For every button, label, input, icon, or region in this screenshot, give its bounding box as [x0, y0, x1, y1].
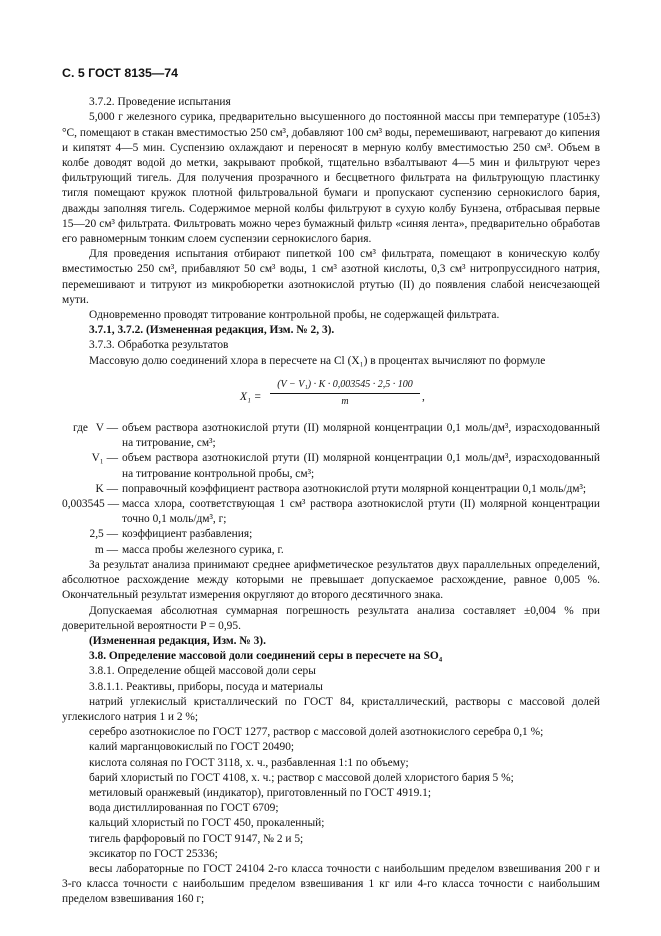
def-sym-dilution: 2,5 — [89, 528, 118, 541]
formula-tail: , [422, 390, 425, 403]
material-item: эксикатор по ГОСТ 25336; [89, 847, 218, 860]
page-header: С. 5 ГОСТ 8135—74 [62, 66, 179, 80]
paragraph-result: За результат анализа принимают среднее арифметическое результатов двух параллельных определений, абсолютное расхождение между которыми не превышает допускаемое расхождение, равное 0,005 %. Окончательный результат измерения округляют до второго десятичного знака. [62, 558, 600, 602]
document-page [62, 66, 600, 908]
amendment-note-2: (Измененная редакция, Изм. № 3). [89, 634, 266, 647]
section-3-8-1-1-heading: 3.8.1.1. Реактивы, приборы, посуда и материалы [89, 680, 323, 693]
def-text-v1: объем раствора азотнокислой ртути (II) молярной концентрации 0,1 моль/дм³, израсходованный на титрование контрольной пробы, см³; [122, 452, 600, 480]
material-item: барий хлористый по ГОСТ 4108, х. ч.; раствор с массовой долей хлористого бария 5 %; [89, 771, 514, 784]
paragraph-titration: Для проведения испытания отбирают пипеткой 100 см³ фильтрата, помещают в коническую колбу вместимостью 250 см³, прибавляют 50 см³ воды, 1 см³ азотной кислоты, 0,3 см³ нитропруссидного натрия, перемешивают и титруют из микробюретки азотнокислой ртутью (II) до появления слабой неисчезающей мути. [62, 248, 600, 306]
definitions-lead: где [73, 421, 88, 434]
material-item: серебро азотнокислое по ГОСТ 1277, раствор с массовой долей азотнокислого серебра 0,1 %; [89, 726, 544, 739]
definition-list-items [62, 421, 600, 558]
materials-list [62, 695, 600, 908]
material-item: калий марганцовокислый по ГОСТ 20490; [89, 741, 295, 754]
material-item: метиловый оранжевый (индикатор), приготовленный по ГОСТ 4919.1; [89, 786, 431, 799]
material-item: тигель фарфоровый по ГОСТ 9147, № 2 и 5; [89, 832, 304, 845]
paragraph-control: Одновременно проводят титрование контрольной пробы, не содержащей фильтрата. [89, 309, 500, 322]
amendment-note-1: 3.7.1, 3.7.2. (Измененная редакция, Изм. № 2, 3). [89, 324, 335, 337]
material-item: кальций хлористый по ГОСТ 450, прокаленный; [89, 817, 325, 830]
def-sym-k: K — [95, 482, 118, 495]
def-text-mass: масса хлора, соответствующая 1 см³ раствора азотнокислой ртути (II) молярной концентрации точно 0,1 моль/дм³, г; [122, 498, 600, 526]
material-item: вода дистиллированная по ГОСТ 6709; [89, 802, 279, 815]
formula-x1 [62, 377, 600, 413]
section-3-7-2-heading: 3.7.2. Проведение испытания [89, 96, 231, 109]
section-3-8-1-heading: 3.8.1. Определение общей массовой доли серы [89, 665, 316, 678]
paragraph-procedure: 5,000 г железного сурика, предварительно высушенного до постоянной массы при температуре (105±3) °С, помещают в стакан вместимостью 250 см³, добавляют 100 см³ воды, перемешивают, нагревают до кипения и кипятят 4—5 мин. Суспензию охлаждают и переносят в мерную колбу вместимостью 250 см³. Объем в колбе доводят водой до метки, закрывают пробкой, тщательно взбалтывают 4—5 мин и фильтруют через фильтрующий тигель. Для получения прозрачного и бесцветного фильтрата на фильтрующую пластинку тигля помещают кружок плотной фильтровальной бумаги и пропускают суспензию сернокислого бария, дважды заполняя тигель. Содержимое мерной колбы фильтруют в сухую колбу Бунзена, отбрасывая первые 15—20 см³ фильтрата. Фильтровать можно через бумажный фильтр «синяя лента», предварительно обработав его равномерным тонким слоем суспензии сернокислого бария. [62, 111, 600, 246]
material-item: кислота соляная по ГОСТ 3118, х. ч., разбавленная 1:1 по объему; [89, 756, 409, 769]
section-3-8-heading: 3.8. Определение массовой доли соединений серы в пересчете на SO₄ [89, 650, 443, 663]
def-text-v: объем раствора азотнокислой ртути (II) молярной концентрации 0,1 моль/дм³, израсходованный на титрование, см³; [122, 422, 600, 450]
def-sym-v: V — [95, 422, 118, 435]
def-text-k: поправочный коэффициент раствора азотнокислой ртути молярной концентрации 0,1 моль/дм³; [122, 482, 587, 495]
formula-lhs: X₁ = [240, 390, 262, 403]
section-3-7-3-heading: 3.7.3. Обработка результатов [89, 339, 229, 352]
formula-fraction [270, 377, 420, 409]
def-sym-v1: V₁ — [91, 452, 118, 465]
material-item: натрий углекислый кристаллический по ГОСТ 84, кристаллический, растворы с массовой долей углекислого натрия 1 и 2 %; [62, 695, 600, 723]
paragraph-formula-intro: Массовую долю соединений хлора в пересчете на Cl (X₁) в процентах вычисляют по формуле [89, 354, 546, 367]
paragraph-error: Допускаемая абсолютная суммарная погрешность результата анализа составляет ±0,004 % при доверительной вероятности P = 0,95. [62, 604, 600, 632]
def-sym-m: m — [94, 543, 118, 556]
formula-denominator: m [341, 396, 349, 408]
def-text-dilution: коэффициент разбавления; [122, 528, 253, 541]
def-sym-mass: 0,003545 — [62, 498, 119, 511]
formula-numerator: (V − V₁) · K · 0,003545 · 2,5 · 100 [270, 377, 420, 394]
def-text-m: масса пробы железного сурика, г. [122, 543, 284, 556]
material-item: весы лабораторные по ГОСТ 24104 2-го класса точности с наибольшим пределом взвешивания 200 г и 3-го класса точности с наибольшим пределом взвешивания 1 кг или 4-го класса точности с наибольшим пределом взвешивания 160 г; [62, 862, 600, 906]
